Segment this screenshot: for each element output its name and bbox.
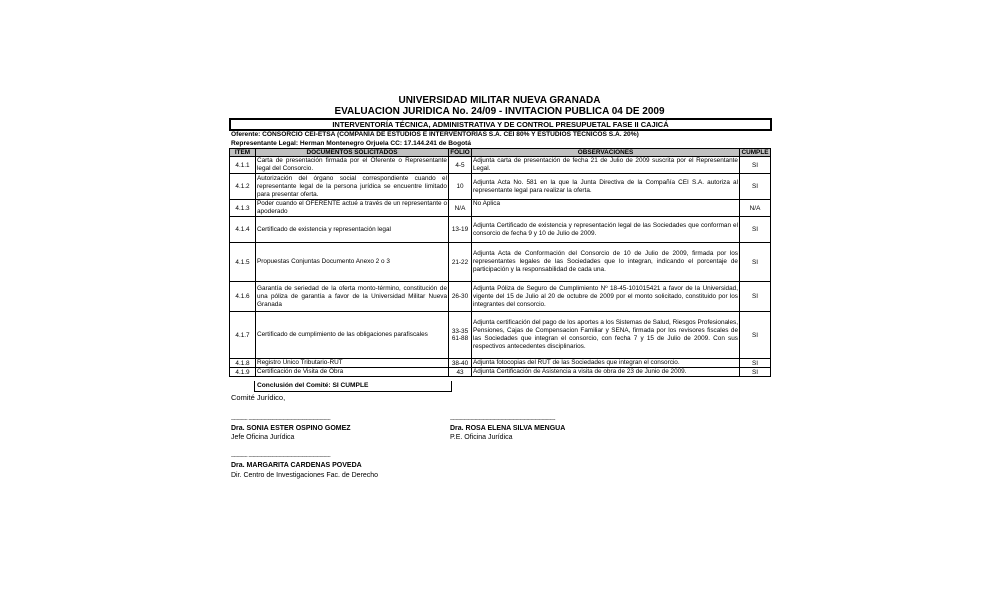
table-row [230,243,771,282]
table-row [230,368,771,377]
document-cell: Autorización del órgano social correspondiente cuando el representante legal de la persona jurídica se encuentre limitado para presentar oferta. [257,174,447,198]
cumple-cell: SI [740,312,771,359]
document-cell: Registro Unico Tributario-RUT [256,359,449,368]
observation-cell: Adjunta Acta de Conformación del Consorcio de 10 de Julio de 2009, firmada por los representantes legales de las Sociedades que lo integran, indicando el porcentaje de participación y la responsabilidad de cada una. [472,243,740,282]
table-header-row [230,149,771,157]
item-cell: 4.1.8 [230,359,256,368]
folio-cell: 33-35 61-88 [449,312,472,359]
observation-cell: Adjunta Acta No. 581 en la que la Junta Directiva de la Compañía CEI S.A. autoriza al representante legal para realizar la oferta. [472,174,740,200]
signer-2-name: Dra. ROSA ELENA SILVA MENGUA [450,425,566,432]
item-cell: 4.1.4 [230,217,256,243]
signer-1-name: Dra. SONIA ESTER OSPINO GOMEZ [231,425,351,432]
observation-cell: Adjunta Certificación de Asistencia a visita de obra de 23 de Junio de 2009. [472,368,740,377]
observation-cell: Adjunta fotocopias del RUT de las Sociedades que integran el consorcio. [472,359,740,368]
contract-subtitle: INTERVENTORÍA TÉCNICA, ADMINISTRATIVA Y DE CONTROL PRESUPUETAL FASE II CAJICÁ [229,118,772,131]
requirements-table [229,148,771,377]
table-row [230,174,771,200]
item-cell: 4.1.9 [230,368,256,377]
folio-cell: 38-40 [449,359,472,368]
observation-cell: Adjunta carta de presentación de fecha 21 de Julio de 2009 suscrita por el Representante Legal. [473,157,738,172]
observation-cell: No Aplica [472,200,740,217]
committee-conclusion: Conclusión del Comité: SI CUMPLE [254,381,452,392]
folio-cell: N/A [449,200,472,217]
oferente-line: Oferente: CONSORCIO CEI-ETSA (COMPAÑÍA DE ESTUDIOS E INTERVENTORÍAS S.A. CEI 80% Y ESTUDIOS TÉCNICOS S.A. 20%) [231,131,639,138]
table-row [230,157,771,174]
signature-line-1: ------------ ------------------------------------------------------------ [231,417,331,423]
folio-cell: 43 [449,368,472,377]
cumple-cell: SI [740,217,771,243]
committee-label: Comité Jurídico, [231,393,286,402]
university-title: UNIVERSIDAD MILITAR NUEVA GRANADA [398,95,601,106]
table-row [230,282,771,312]
item-cell: 4.1.3 [230,200,256,217]
observation-cell: Adjunta Certificado de existencia y representación legal de las Sociedades que conforman el consorcio de fecha 9 y 10 de Julio de 2009. [472,217,740,243]
table-row [230,200,771,217]
cumple-cell: SI [740,243,771,282]
folio-cell: 13-19 [449,217,472,243]
document-cell: Poder cuando el OFERENTE actué a través de un representante o apoderado [257,200,447,215]
cumple-cell: SI [740,368,771,377]
item-cell: 4.1.1 [230,157,256,174]
cumple-cell: SI [740,174,771,200]
document-cell: Carta de presentación firmada por el Oferente o Representante legal del Consorcio. [257,157,447,172]
signer-2-role: P.E. Oficina Jurídica [450,434,513,441]
folio-cell: 26-30 [449,282,472,312]
cumple-cell: SI [740,157,771,174]
table-row [230,217,771,243]
item-cell: 4.1.5 [230,243,256,282]
folio-cell: 21-22 [449,243,472,282]
cumple-cell: N/A [740,200,771,217]
document-cell: Certificado de existencia y representación legal [256,217,449,243]
item-cell: 4.1.6 [230,282,256,312]
col-header-cumple: CUMPLE [740,149,771,157]
item-cell: 4.1.7 [230,312,256,359]
item-cell: 4.1.2 [230,174,256,200]
signer-3-name: Dra. MARGARITA CARDENAS POVEDA [231,462,362,469]
document-cell: Propuestas Conjuntas Documento Anexo 2 o 3 [256,243,449,282]
document-cell: Garantía de seriedad de la oferta monto-término, constitución de una póliza de garantía a favor de la Universidad Militar Nueva Granada [256,282,449,312]
observation-cell: Adjunta certificación del pago de los aportes a los Sistemas de Salud, Riesgos Profesionales, Pensiones, Cajas de Compensacion Familiar y SENA, firmada por los revisores fiscales de las Sociedades que integran el consorcio, con fecha 7 y 15 de Julio de 2009. Con sus respectivos antecedentes disciplinarios. [472,312,740,359]
signer-3-role: Dir. Centro de Investigaciones Fac. de Derecho [231,472,379,479]
folio-cell: 4-5 [449,157,472,174]
table-row [230,359,771,368]
signature-line-3: ------------ ------------------------------------------------------------ [231,454,331,460]
table-row [230,312,771,359]
folio-cell: 10 [449,174,472,200]
document-cell: Certificado de cumplimiento de las obligaciones parafiscales [256,312,449,359]
signature-line-2: ----------------------------------------------------------------------------- [450,417,556,423]
observation-cell: Adjunta Póliza de Seguro de Cumplimiento Nº 18-45-101015421 a favor de la Universidad, vigente del 15 de Julio al 20 de octubre de 2009 por el monto solicitado, constituido por los integrantes del consorcio. [472,282,740,312]
col-header-item: ITEM [230,149,256,157]
evaluation-title: EVALUACIÓN JURÍDICA No. 24/09 - INVITACIÓN PÚBLICA 04 DE 2009 [334,106,665,117]
cumple-cell: SI [740,359,771,368]
representante-line: Representante Legal: Herman Montenegro Orjuela CC: 17.144.241 de Bogotá [231,140,472,147]
col-header-folio: FOLIO [450,149,470,156]
col-header-documentos: DOCUMENTOS SOLICITADOS [256,149,449,157]
cumple-cell: SI [740,282,771,312]
signer-1-role: Jefe Oficina Jurídica [231,434,295,441]
col-header-observaciones: OBSERVACIONES [472,149,740,157]
document-cell: Certificación de Visita de Obra [256,368,449,377]
